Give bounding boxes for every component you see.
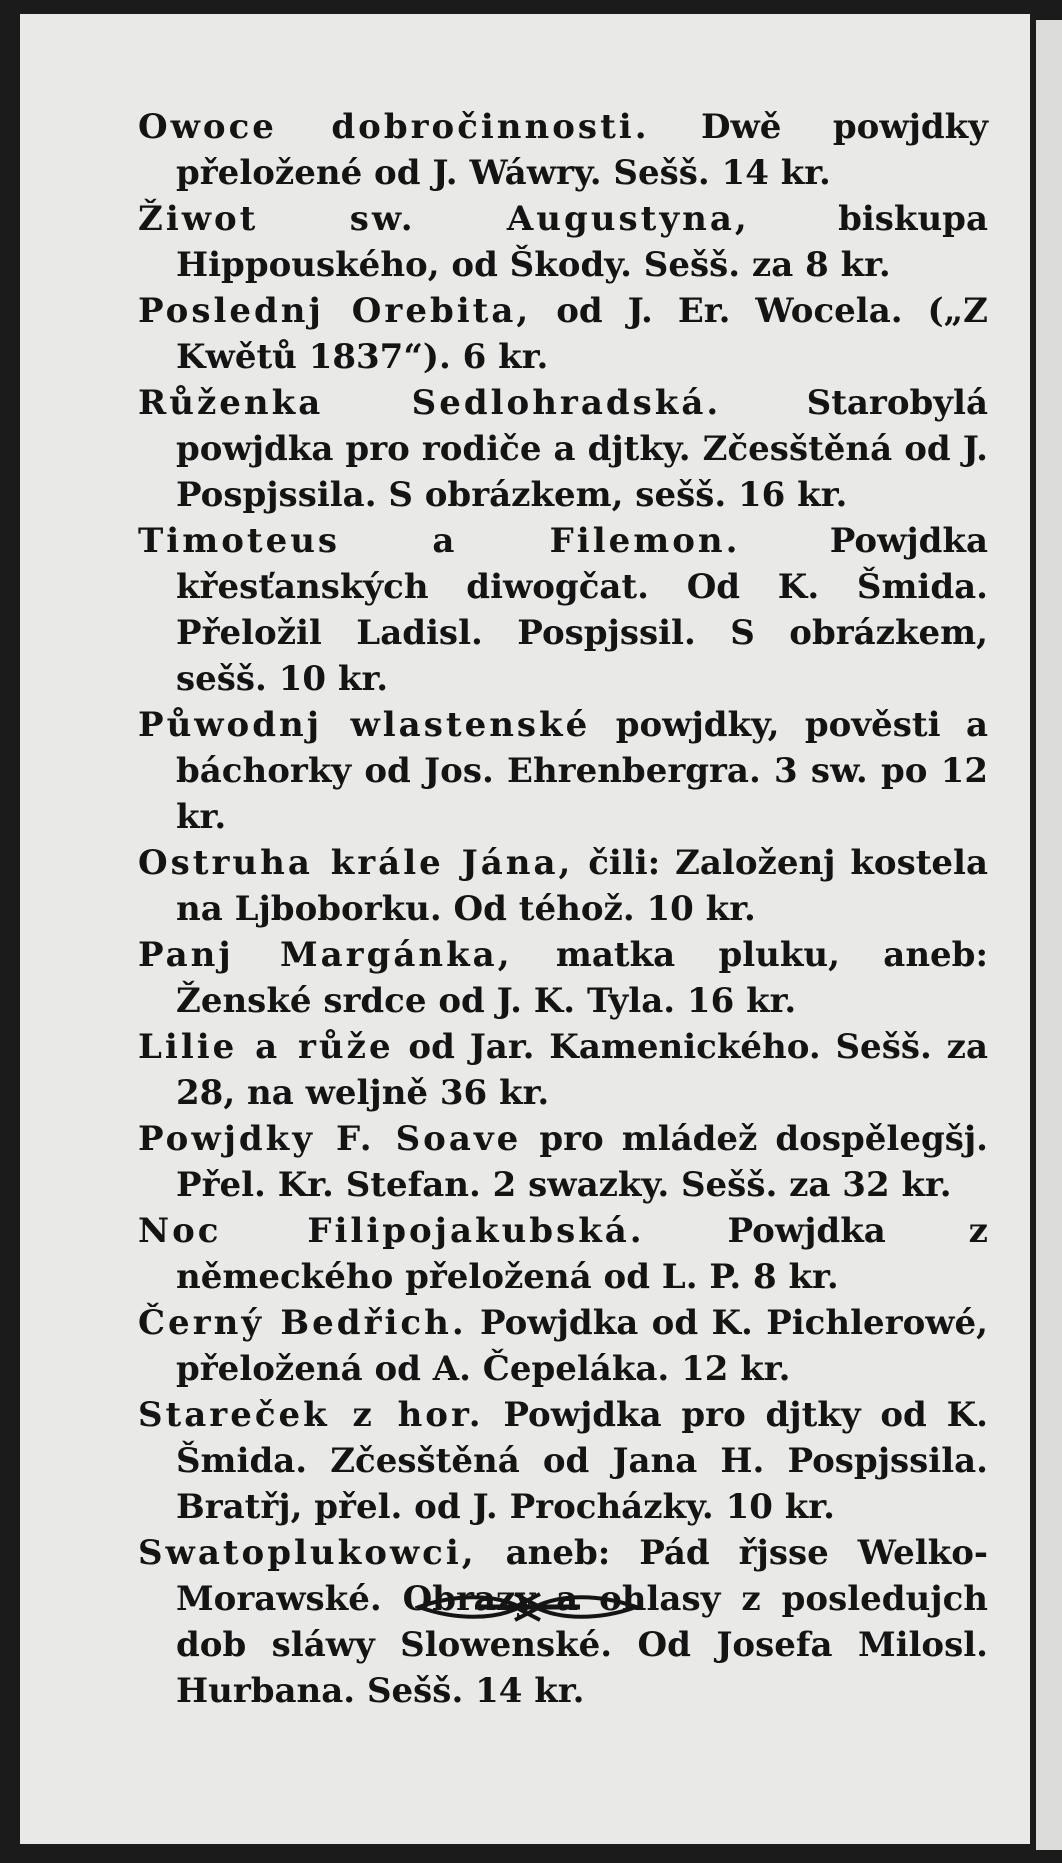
catalog-entry [138, 1300, 988, 1392]
entry-title: Půwodnj wlastenské [138, 705, 591, 745]
entry-title: Noc Filipojakubská. [138, 1211, 645, 1251]
entry-title: Powjdky F. Soave [138, 1119, 522, 1159]
catalog-entry [138, 1392, 988, 1530]
catalog-entry [138, 1024, 988, 1116]
entry-title: Lilie a růže [138, 1027, 394, 1067]
entry-text: Dwě powjdky přeložené od J. Wáwry. Sešš. 14 kr. [176, 107, 988, 193]
entry-text: od J. Er. Wocela. („Z Kwětů 1837“). 6 kr. [176, 291, 989, 377]
entry-title: Stareček z hor. [138, 1395, 484, 1435]
catalog-entry [138, 196, 988, 288]
entry-title: Panj Margánka, [138, 935, 513, 975]
entry-text: čili: Založenj kostela na Ljboborku. Od téhož. 10 kr. [176, 843, 988, 929]
entry-text: od Jar. Kamenického. Sešš. za 28, na weljně 36 kr. [176, 1027, 988, 1113]
entry-title: Ostruha krále Jána, [138, 843, 574, 883]
entry-title: Růženka Sedlohradská. [138, 383, 722, 423]
entry-title: Owoce dobročinnosti. [138, 107, 650, 147]
entry-text: Powjdka pro djtky od K. Šmida. Zčesštěná od Jana H. Pospjssila. Bratřj, přel. od J. Procházky. 10 kr. [176, 1395, 988, 1527]
entry-text: Powjdka křesťanských diwogčat. Od K. Šmida. Přeložil Ladisl. Pospjssil. S obrázkem, sešš. 10 kr. [176, 521, 988, 699]
entry-title: Černý Bedřich. [138, 1303, 467, 1343]
book-catalog-list [138, 104, 988, 1714]
catalog-entry [138, 380, 988, 518]
catalog-entry [138, 1208, 988, 1300]
entry-title: Timoteus a Filemon. [138, 521, 741, 561]
adjacent-page-edge [1036, 20, 1062, 1850]
entry-text: Powjdka od K. Pichlerowé, přeložená od A. Čepeláka. 12 kr. [176, 1303, 988, 1389]
entry-title: Swatoplukowci, [138, 1533, 477, 1573]
entry-text: matka pluku, aneb: Ženské srdce od J. K. Tyla. 16 kr. [176, 935, 988, 1021]
catalog-entry [138, 702, 988, 840]
entry-text: Starobylá powjdka pro rodiče a djtky. Zčesštěná od J. Pospjssila. S obrázkem, sešš. 16 kr. [176, 383, 988, 515]
catalog-entry [138, 840, 988, 932]
entry-title: Poslednj Orebita, [138, 291, 532, 331]
entry-text: Powjdka z německého přeložená od L. P. 8 kr. [176, 1211, 988, 1297]
catalog-entry [138, 1116, 988, 1208]
catalog-entry [138, 518, 988, 702]
entry-text: pro mládež dospělegšj. Přel. Kr. Stefan. 2 swazky. Sešš. za 32 kr. [176, 1119, 989, 1205]
entry-text: powjdky, pověsti a báchorky od Jos. Ehrenbergra. 3 sw. po 12 kr. [176, 705, 989, 837]
entry-title: Žiwot sw. Augustyna, [138, 199, 750, 239]
ornament-divider [415, 1584, 640, 1630]
catalog-entry [138, 104, 988, 196]
entry-text: aneb: Pád řjsse Welko-Morawské. Obrazy a ohlasy z posledujch dob sláwy Slowenské. Od Josefa Milosl. Hurbana. Sešš. 14 kr. [176, 1533, 988, 1711]
catalog-entry [138, 288, 988, 380]
catalog-entry [138, 932, 988, 1024]
entry-text: biskupa Hippouského, od Škody. Sešš. za 8 kr. [176, 199, 988, 285]
